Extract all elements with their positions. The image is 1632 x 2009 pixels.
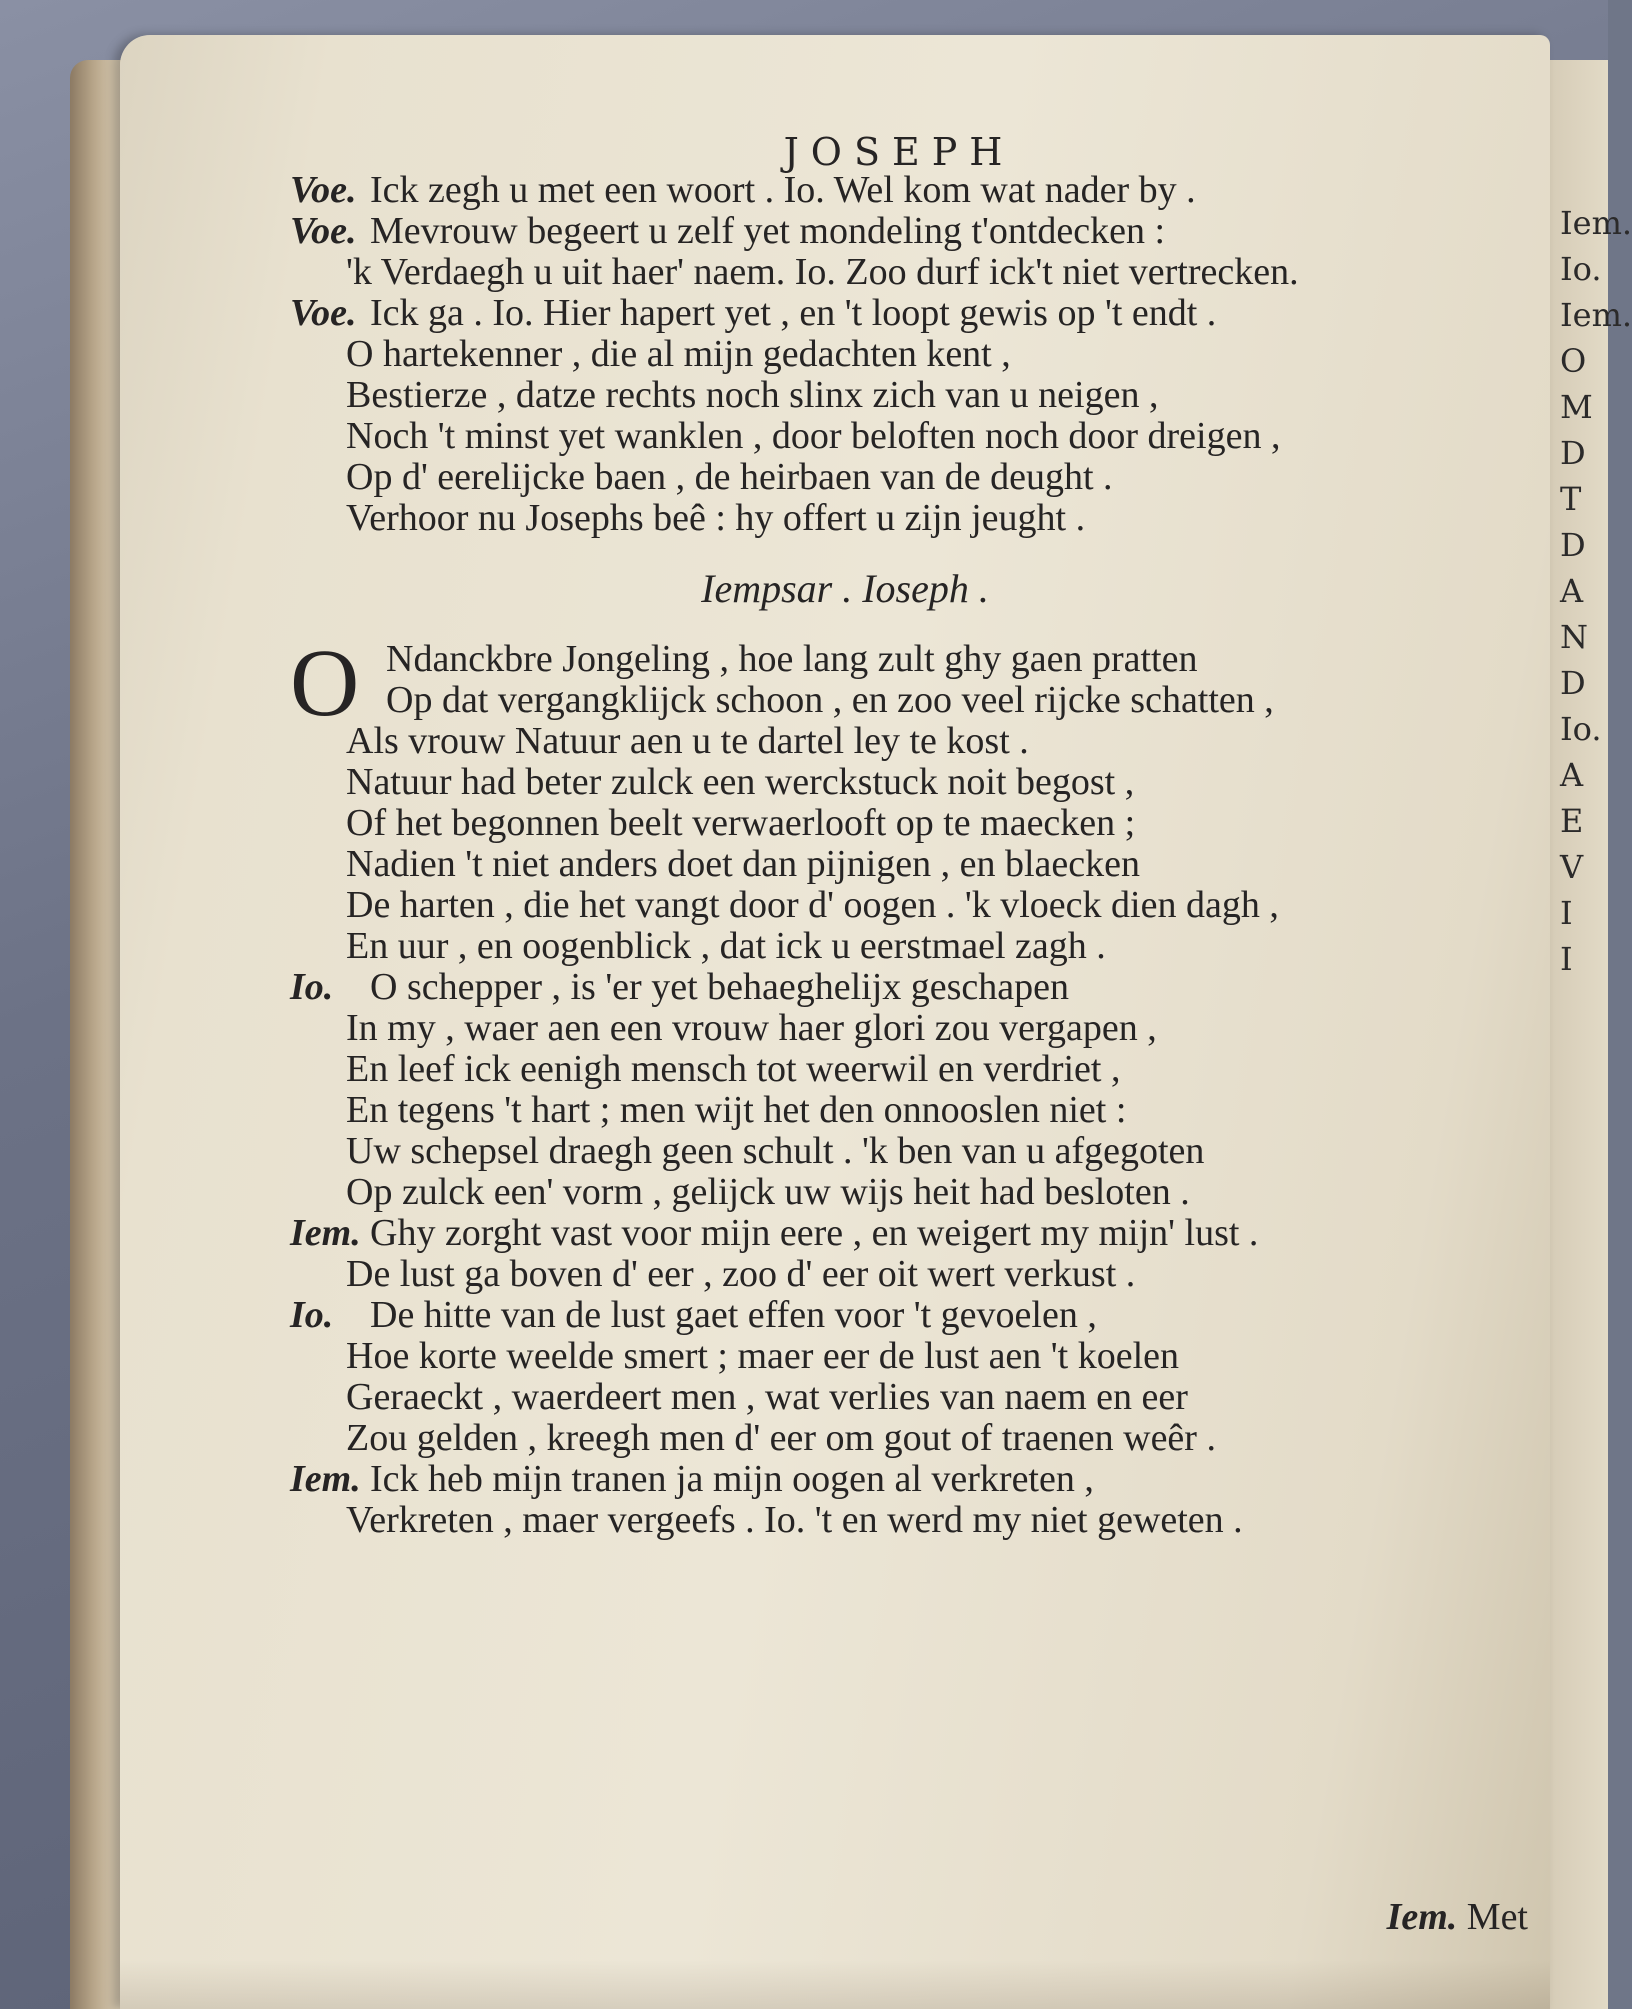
verse-line [290, 457, 1540, 498]
verse-line-text: Of het begonnen beelt verwaerlooft op te maecken ; [346, 802, 1136, 844]
catchword-text: Met [1466, 1896, 1528, 1938]
verse-line [290, 1008, 1540, 1049]
verse-line [290, 1459, 1540, 1500]
verse-line [290, 1254, 1540, 1295]
verse-line [290, 1500, 1540, 1541]
verse-line [290, 416, 1540, 457]
facing-line: Iem. [1560, 296, 1632, 334]
verse-line-text: Ick zegh u met een woort . Io. Wel kom wat nader by . [370, 169, 1196, 211]
verse-line-text: In my , waer aen een vrouw haer glori zou vergapen , [346, 1007, 1157, 1049]
verse-line [290, 680, 1540, 721]
facing-line: T [1560, 480, 1582, 518]
verse-line [290, 1213, 1540, 1254]
scene-heading: Iempsar . Ioseph . [701, 566, 989, 611]
verse-line-text: De hitte van de lust gaet effen voor 't gevoelen , [370, 1294, 1097, 1336]
verse-line [290, 844, 1540, 885]
verse-line-text: Hoe korte weelde smert ; maer eer de lust aen 't koelen [346, 1335, 1179, 1377]
verse-line-text: Verkreten , maer vergeefs . Io. 't en werd my niet geweten . [346, 1499, 1243, 1541]
verse-line [290, 334, 1540, 375]
speaker-label: Io. [290, 966, 334, 1008]
verse-line-text: De lust ga boven d' eer , zoo d' eer oit wert verkust . [346, 1253, 1136, 1295]
speaker-label: Iem. [290, 1212, 361, 1254]
verse-line [290, 1418, 1540, 1459]
facing-line: I [1560, 940, 1573, 978]
verse-line-text: En tegens 't hart ; men wijt het den onnooslen niet : [346, 1089, 1127, 1131]
facing-line: Iem. [1560, 204, 1632, 242]
opening-dialogue [290, 170, 1540, 539]
verse-line [290, 293, 1540, 334]
speaker-label: Voe. [290, 292, 357, 334]
verse-line-text: Ghy zorght vast voor mijn eere , en weigert my mijn' lust . [370, 1212, 1259, 1254]
verse-line [290, 170, 1540, 211]
speaker-label: Io. [290, 1294, 334, 1336]
verse-line-text: En leef ick eenigh mensch tot weerwil en verdriet , [346, 1048, 1121, 1090]
verse-line [290, 926, 1540, 967]
verse-line [290, 375, 1540, 416]
speech-opening [290, 629, 1540, 736]
facing-line: E [1560, 802, 1584, 840]
drop-capital: O [290, 629, 360, 736]
speaker-label: Voe. [290, 210, 357, 252]
verse-line-text: Natuur had beter zulck een werckstuck noit begost , [346, 761, 1135, 803]
facing-line: Io. [1560, 710, 1602, 748]
verse-line-text: O hartekenner , die al mijn gedachten kent , [346, 333, 1011, 375]
verse-line [290, 211, 1540, 252]
catchword [1387, 1895, 1528, 1939]
verse-line-text: Uw schepsel draegh geen schult . 'k ben van u afgegoten [346, 1130, 1205, 1172]
facing-line: Io. [1560, 250, 1602, 288]
facing-page-fragment [1560, 200, 1632, 982]
verse-line-text: De harten , die het vangt door d' oogen . 'k vloeck dien dagh , [346, 884, 1279, 926]
verse-line-text: Mevrouw begeert u zelf yet mondeling t'ontdecken : [370, 210, 1166, 252]
running-head: JOSEPH [783, 130, 1015, 174]
verse-line-text: Op d' eerelijcke baen , de heirbaen van de deught . [346, 456, 1113, 498]
verse-line [290, 967, 1540, 1008]
verse-line-text: Nadien 't niet anders doet dan pijnigen , en blaecken [346, 843, 1141, 885]
verse-line [290, 1131, 1540, 1172]
catchword-speaker: Iem. [1386, 1896, 1458, 1938]
verse-line-text: Ick heb mijn tranen ja mijn oogen al verkreten , [370, 1458, 1094, 1500]
verse-line [290, 1090, 1540, 1131]
speaker-label: Voe. [290, 169, 357, 211]
verse-line-text: Verhoor nu Josephs beê : hy offert u zijn jeught . [346, 497, 1086, 539]
verse-line [290, 1336, 1540, 1377]
verse-line [290, 639, 1540, 680]
verse-line [290, 498, 1540, 539]
page-bottom-shadow [120, 1960, 1550, 2009]
facing-line: A [1560, 756, 1584, 794]
facing-line: I [1560, 894, 1573, 932]
verse-line-text: Op zulck een' vorm , gelijck uw wijs heit had besloten . [346, 1171, 1190, 1213]
dialogue [290, 721, 1540, 1541]
verse-line [290, 721, 1540, 762]
verse-line [290, 762, 1540, 803]
facing-line: D [1560, 434, 1586, 472]
verse-line [290, 1295, 1540, 1336]
verse-line-text: Geraeckt , waerdeert men , wat verlies van naem en eer [346, 1376, 1188, 1418]
verse-line-text: Ick ga . Io. Hier hapert yet , en 't loopt gewis op 't endt . [370, 292, 1217, 334]
verse-line-text: Als vrouw Natuur aen u te dartel ley te kost . [346, 720, 1029, 762]
verse-line [290, 1377, 1540, 1418]
verse-line [290, 885, 1540, 926]
facing-line: D [1560, 526, 1586, 564]
speaker-label: Iem. [290, 1458, 361, 1500]
verse-line-text: Ndanckbre Jongeling , hoe lang zult ghy gaen pratten [386, 638, 1198, 680]
verse-line-text: Zou gelden , kreegh men d' eer om gout of traenen weêr . [346, 1417, 1216, 1459]
verse-line-text: Bestierze , datze rechts noch slinx zich van u neigen , [346, 374, 1159, 416]
facing-line: D [1560, 664, 1586, 702]
facing-line: A [1560, 572, 1584, 610]
facing-line: M [1560, 388, 1593, 426]
verse-line [290, 1049, 1540, 1090]
facing-line: O [1560, 342, 1587, 380]
verse-line-text: Op dat vergangklijck schoon , en zoo veel rijcke schatten , [386, 679, 1274, 721]
verse-line-text: 'k Verdaegh u uit haer' naem. Io. Zoo durf ick't niet vertrecken. [346, 251, 1299, 293]
verse-text [290, 170, 1540, 1541]
facing-line: V [1560, 848, 1584, 886]
verse-line-text: En uur , en oogenblick , dat ick u eerstmael zagh . [346, 925, 1106, 967]
verse-line [290, 1172, 1540, 1213]
verse-line [290, 803, 1540, 844]
verse-line-text: O schepper , is 'er yet behaeghelijx geschapen [370, 966, 1070, 1008]
verse-line-text: Noch 't minst yet wanklen , door beloften noch door dreigen , [346, 415, 1281, 457]
facing-line: N [1560, 618, 1588, 656]
verse-line [290, 252, 1540, 293]
